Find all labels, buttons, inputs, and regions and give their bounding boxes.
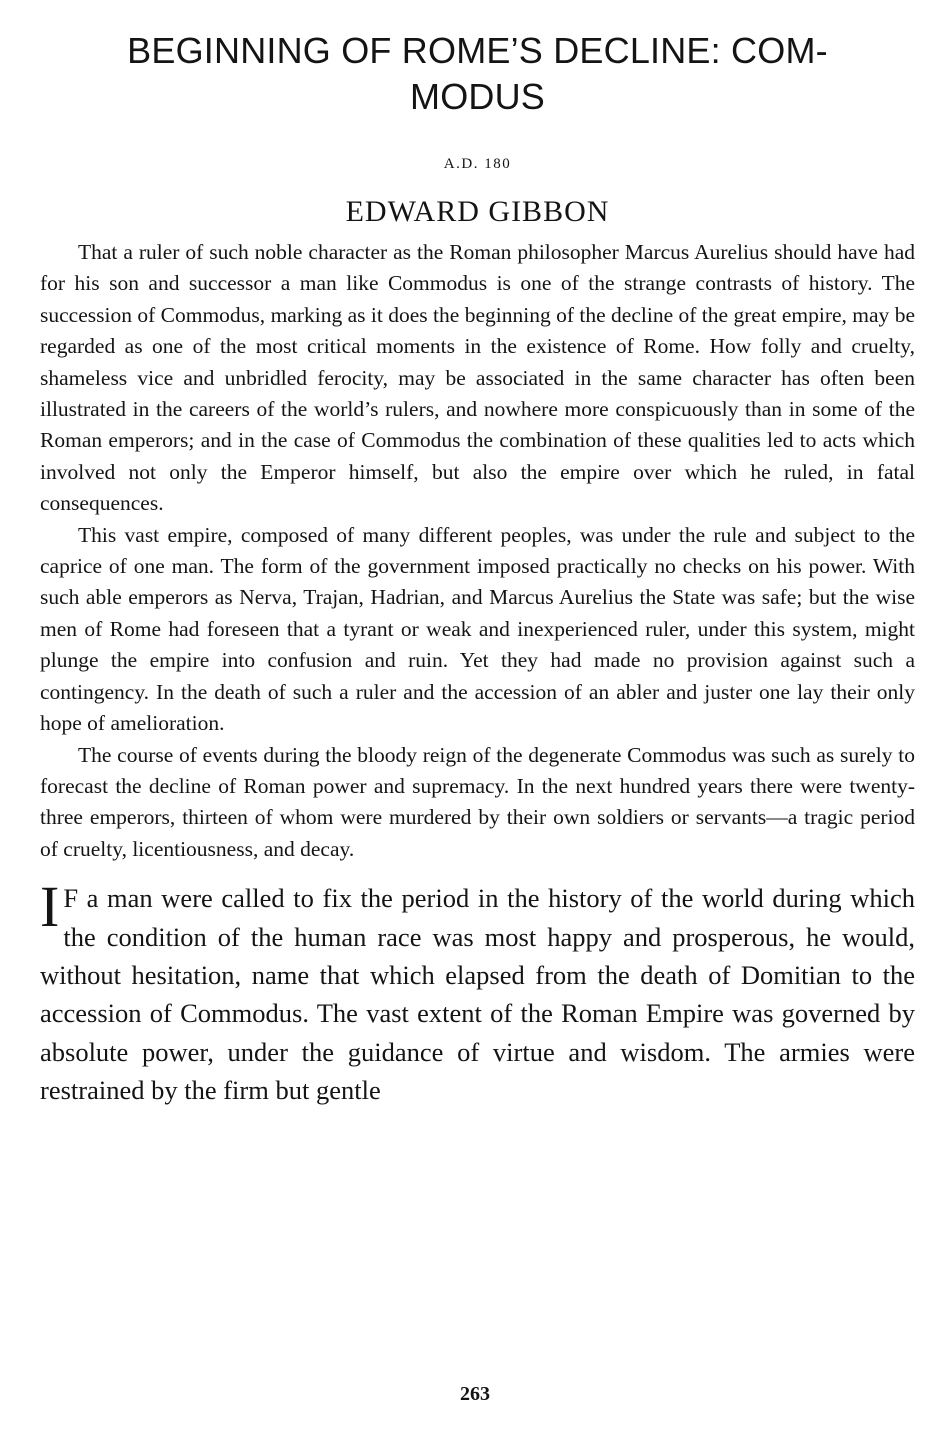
page xyxy=(40,28,915,1110)
page-number: 263 xyxy=(460,1383,490,1405)
chapter-title xyxy=(40,28,915,120)
chapter-title-line-1: BEGINNING OF ROME’S DECLINE: COM- xyxy=(127,30,828,71)
main-text xyxy=(40,874,915,1109)
intro-paragraph: This vast empire, composed of many different peoples, was under the rule and subject to the caprice of one man. The form of the government imposed practically no checks on his power. With such able emperors as Nerva, Trajan, Hadrian, and Marcus Aurelius the State was safe; but the wise men of Rome had foreseen that a tyrant or weak and inexperienced ruler, under this system, might plunge the empire into confusion and ruin. Yet they had made no provision against such a contingency. In the death of such a ruler and the accession of an abler and juster one lay their only hope of amelioration. xyxy=(40,522,915,736)
drop-cap: I xyxy=(40,874,60,940)
main-paragraph xyxy=(40,874,915,1109)
intro-paragraph: That a ruler of such noble character as the Roman philosopher Marcus Aurelius should have had for his son and successor a man like Commodus is one of the strange contrasts of history. The succession of Commodus, marking as it does the beginning of the decline of the great empire, may be regarded as one of the most critical moments in the existence of Rome. How folly and cruelty, shameless vice and unbridled ferocity, may be associated in the same character has often been illustrated in the careers of the world’s rulers, and nowhere more conspicuously than in some of the Roman emperors; and in the case of Commodus the combination of these qualities led to acts which involved not only the Emperor himself, but also the empire over which he ruled, in fatal consequences. xyxy=(40,240,915,516)
intro-paragraph: The course of events during the bloody reign of the degenerate Commodus was such as surely to forecast the decline of Roman power and supremacy. In the next hundred years there were twenty-three emperors, thirteen of whom were murdered by their own soldiers or servants—a tragic period of cruelty, licentiousness, and decay. xyxy=(40,742,915,861)
chapter-title-line-2: MODUS xyxy=(410,76,545,117)
chapter-date: A.D. 180 xyxy=(443,156,512,172)
main-paragraph-text: F a man were called to fix the period in the history of the world during which the condition of the human race was most happy and prosperous, he would, without hesitation, name that which elapsed from the death of Domitian to the accession of Commodus. The vast extent of the Roman Empire was governed by absolute power, under the guidance of virtue and wisdom. The armies were restrained by the firm but gentle xyxy=(40,883,915,1106)
chapter-author: EDWARD GIBBON xyxy=(345,195,610,228)
introduction xyxy=(40,237,915,865)
